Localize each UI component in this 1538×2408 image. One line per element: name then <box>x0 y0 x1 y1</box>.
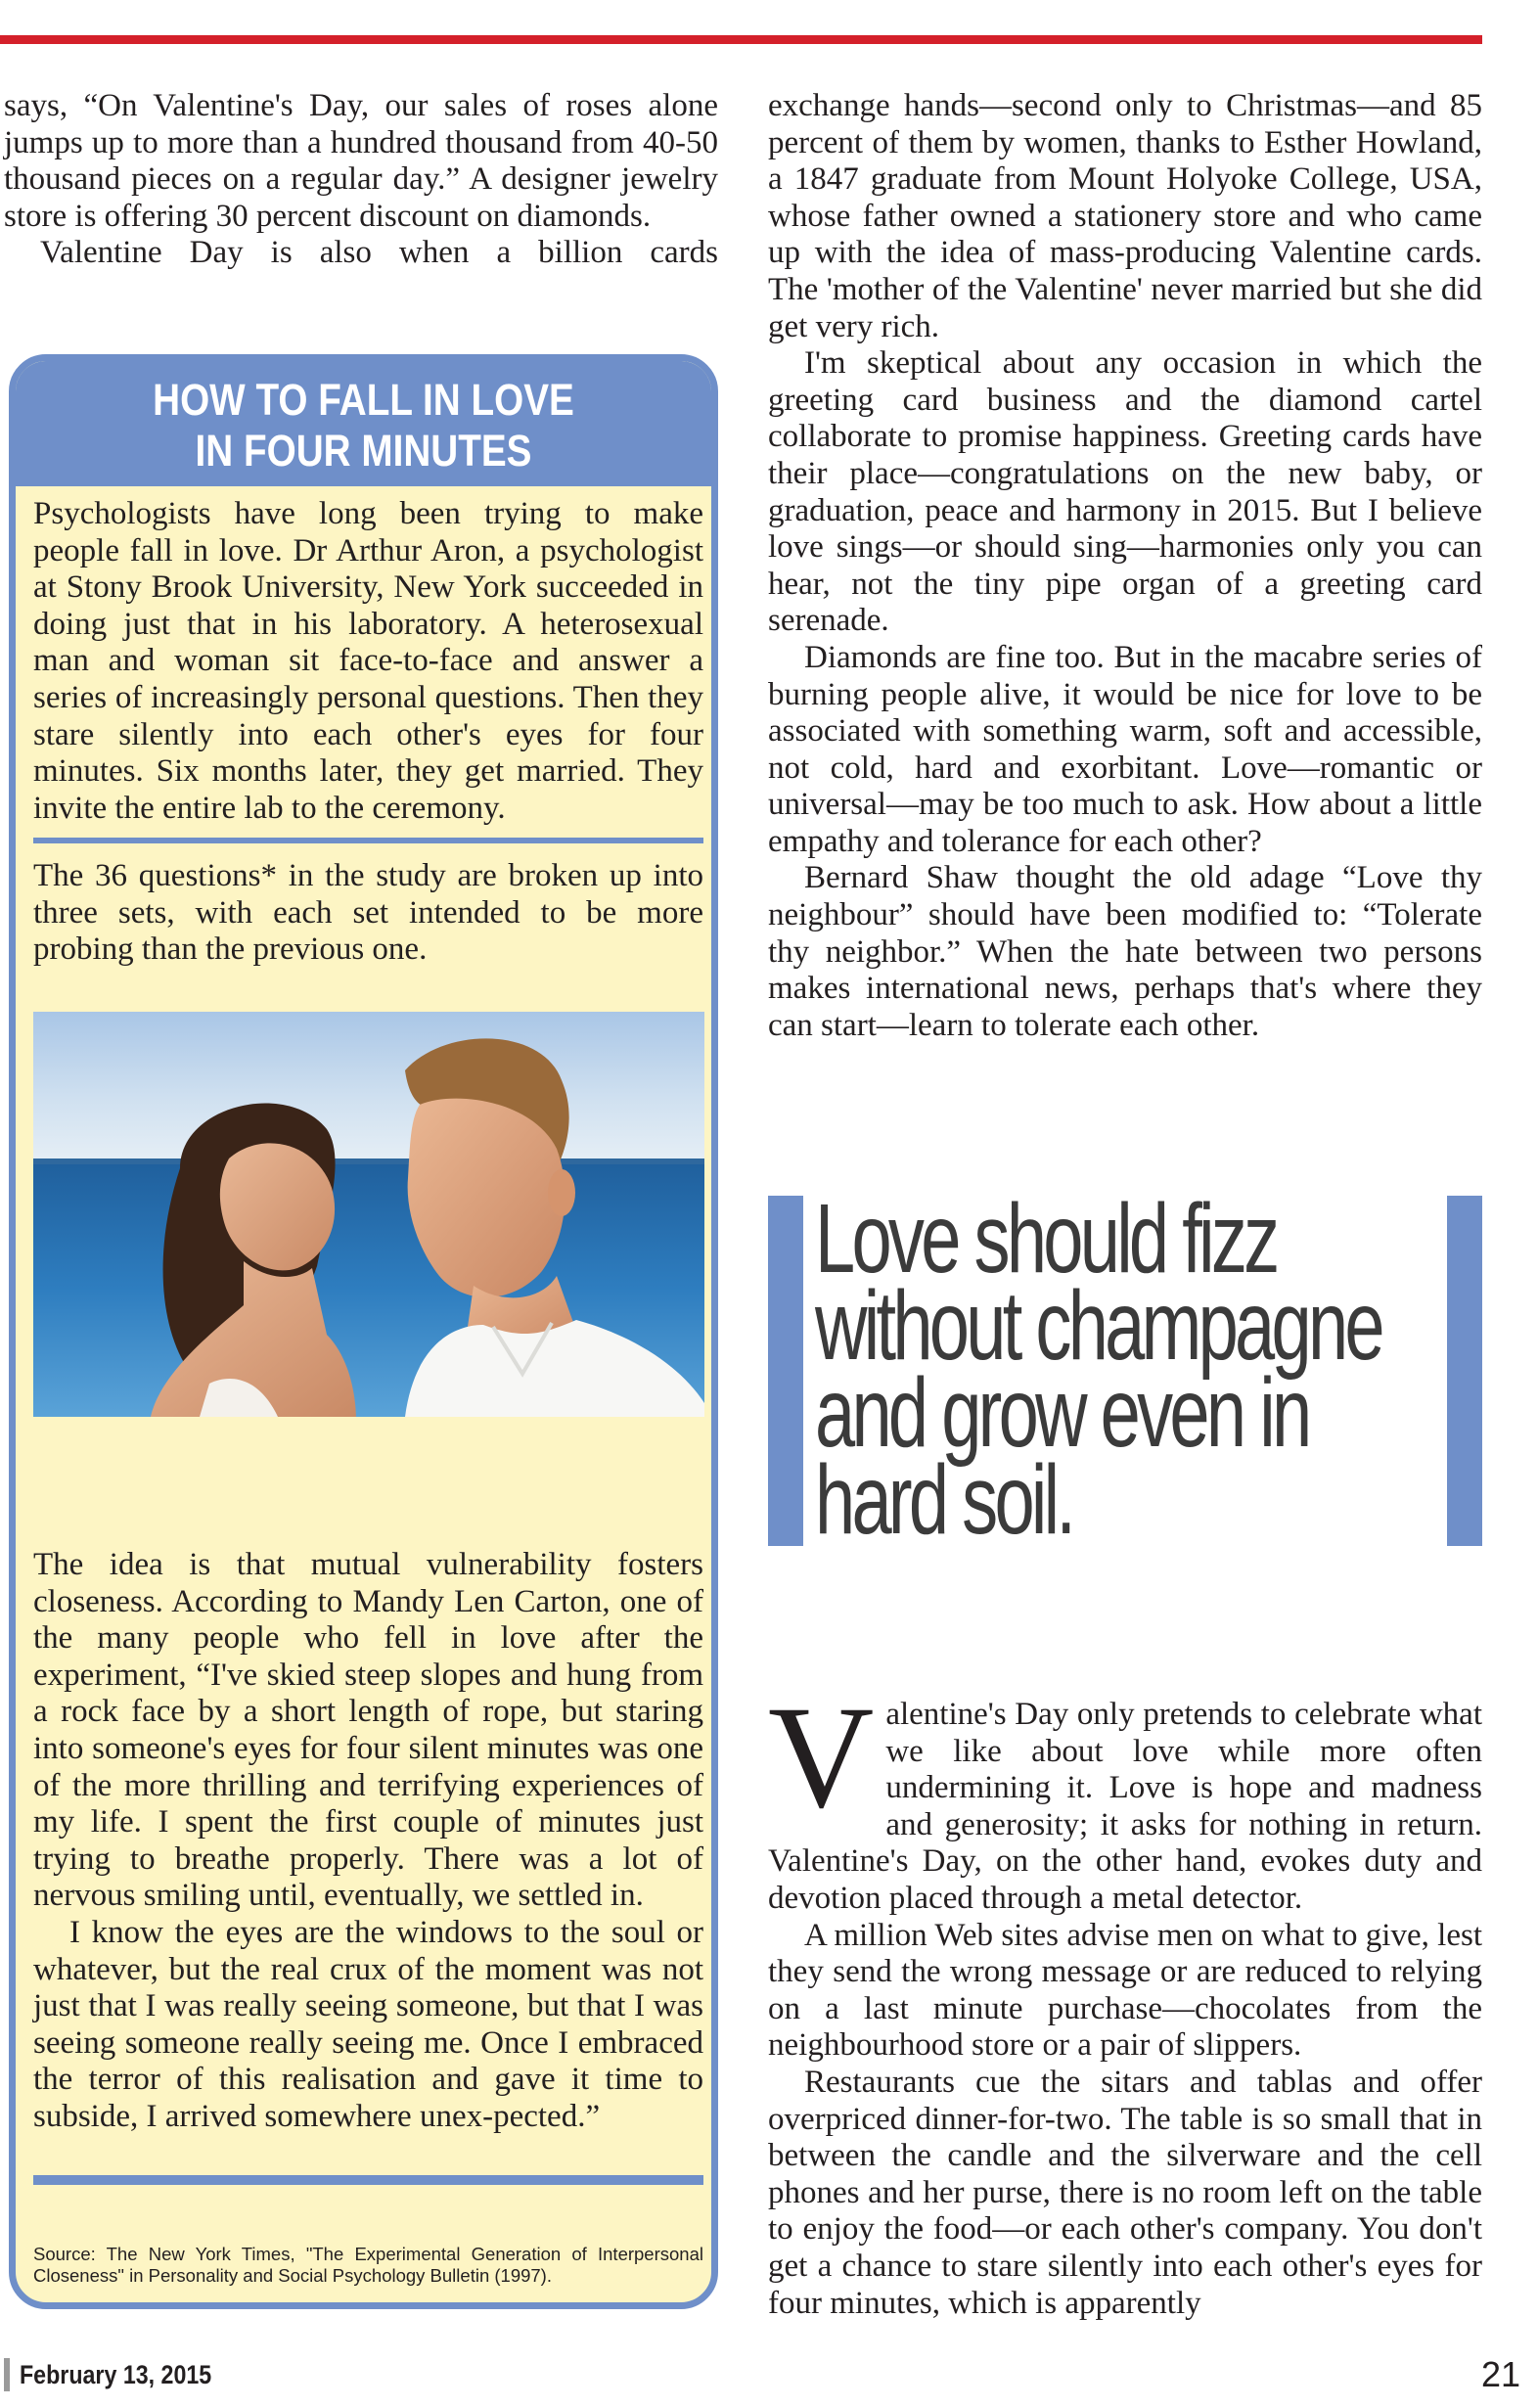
column-1-top-text <box>4 88 718 272</box>
paragraph: A million Web sites advise men on what to give, lest they send the wrong message or are reduced to relying on a last minute purchase—chocolates from the neighbourhood store or a pair of slippers. <box>768 1917 1482 2064</box>
paragraph: I'm skeptical about any occasion in which the greeting card business and the diamond cartel collaborate to promise happiness. Greeting cards have their place—congratulations on the new baby, or graduation, peace and harmony in 2015. But I believe love sings—or should sing—harmonies only you can hear, not the tiny pipe organ of a greeting card serenade. <box>768 345 1482 639</box>
pull-quote-line: Love should fizz <box>815 1184 1277 1294</box>
paragraph: I know the eyes are the windows to the soul or whatever, but the real crux of the moment was not just that I was really seeing someone, but that I was seeing someone really seeing me. Once I embraced the terror of this realisation and gave it time to subside, I arrived somewhere unex-pected.” <box>33 1914 703 2134</box>
paragraph: Diamonds are fine too. But in the macabre series of burning people alive, it would be nice for love to be associated with something warm, soft and accessible, not cold, hard and exorbitant. Love—romantic or universal—may be too much to ask. How about a little empathy and tolerance for each other? <box>768 639 1482 859</box>
paragraph: Restaurants cue the sitars and tablas and offer overpriced dinner-for-two. The table is so small that in between the candle and the silverware and the cell phones and her purse, there is no room left on the table to enjoy the food—or each other's company. You don't get a chance to stare silently into each other's eyes for four minutes, which is apparently <box>768 2064 1482 2321</box>
column-2-bottom-text <box>768 1676 1482 2322</box>
pull-quote-text <box>815 1184 1381 1555</box>
paragraph-text: alentine's Day only pretends to celebrate what we like about love while more often undermining it. Love is hope and madness and generosity; it asks for nothing in return. Valentine's Day, on the other hand, evokes duty and devotion placed through a metal detector. <box>768 1697 1482 1916</box>
divider <box>33 2175 703 2185</box>
pull-quote-bar-right <box>1447 1196 1482 1546</box>
paragraph: Valentine Day is also when a billion cards <box>40 235 718 271</box>
sidebar-title-line: IN FOUR MINUTES <box>195 426 532 476</box>
paragraph: The idea is that mutual vulnerability fosters closeness. According to Mandy Len Carton, one of the many people who fell in love after the experiment, “I've skied steep slopes and hung from a rock face by a short length of rope, but staring into someone's eyes for four silent minutes was one of the more thrilling and terrifying experiences of my life. I spent the first couple of minutes just trying to breathe properly. There was a lot of nervous smiling until, eventually, we settled in. <box>33 1547 703 1914</box>
sidebar-paragraph: Psychologists have long been trying to make people fall in love. Dr Arthur Aron, a psychologist at Stony Brook University, New York succeeded in doing just that in his laboratory. A heterosexual man and woman sit face-to-face and answer a series of increasingly personal questions. Then they stare silently into each other's eyes for four minutes. Six months later, they get married. They invite the entire lab to the ceremony. <box>33 496 703 826</box>
sidebar-title-line: HOW TO FALL IN LOVE <box>153 375 574 425</box>
sidebar-header <box>16 361 711 486</box>
paragraph: exchange hands—second only to Christmas—and 85 percent of them by women, thanks to Esther Howland, a 1847 graduate from Mount Holyoke College, USA, whose father owned a stationery store and who came up with the idea of mass-producing Valentine cards. The 'mother of the Valentine' never married but she did get very rich. <box>768 88 1482 344</box>
page-number: 21 <box>1480 2354 1520 2394</box>
pull-quote-line: and grow even in <box>815 1358 1309 1468</box>
couple-photo <box>33 1012 704 1417</box>
couple-photo-illustration <box>33 1012 704 1417</box>
column-2-top-text <box>768 88 1482 1044</box>
pull-quote <box>768 1184 1482 1555</box>
paragraph: Bernard Shaw thought the old adage “Love thy neighbour” should have been modified to: “Tolerate thy neighbor.” When the hate between two persons makes international news, perhaps that's where they can start—learn to tolerate each other. <box>768 860 1482 1043</box>
footer-marker <box>4 2358 10 2391</box>
divider <box>33 838 703 843</box>
sidebar-quote-text <box>33 1547 703 2136</box>
top-red-rule <box>0 35 1482 44</box>
sidebar-title <box>65 375 662 477</box>
pull-quote-line: without champagne <box>815 1271 1381 1381</box>
sidebar-paragraph: The 36 questions* in the study are broken up into three sets, with each set intended to be more probing than the previous one. <box>33 858 703 968</box>
drop-cap: V <box>768 1676 875 1839</box>
source-citation: Source: The New York Times, "The Experimental Generation of Interpersonal Closeness" in Personality and Social Psychology Bulletin (1997). <box>33 2244 703 2286</box>
sidebar-box <box>9 354 718 2309</box>
pull-quote-bar-left <box>768 1196 803 1546</box>
pull-quote-line: hard soil. <box>815 1445 1073 1555</box>
paragraph <box>768 1676 1482 1918</box>
paragraph: says, “On Valentine's Day, our sales of roses alone jumps up to more than a hundred thousand from 40-50 thousand pieces on a regular day.” A designer jewelry store is offering 30 percent discount on diamonds. <box>4 88 718 234</box>
issue-date: February 13, 2015 <box>20 2360 212 2389</box>
